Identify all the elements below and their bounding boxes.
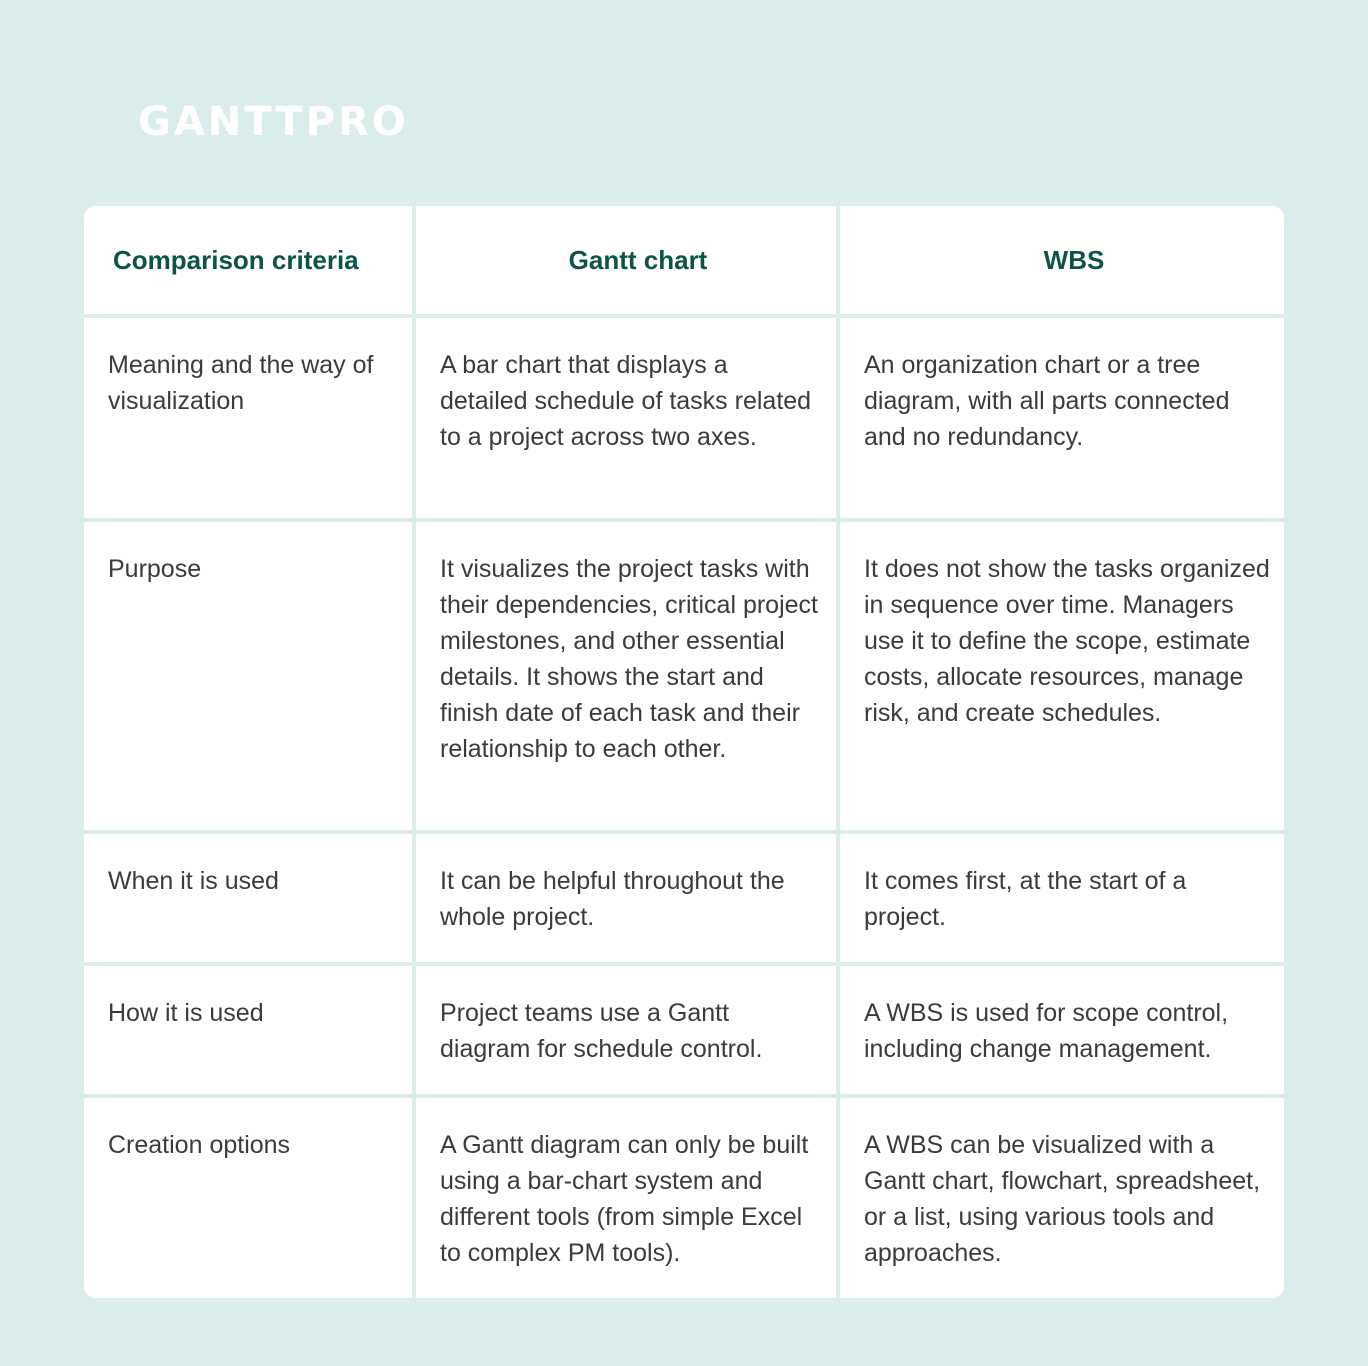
row-criteria: Creation options xyxy=(84,1098,412,1298)
row-criteria: How it is used xyxy=(84,966,412,1094)
row-wbs: It comes first, at the start of a project. xyxy=(840,834,1284,962)
row-criteria: When it is used xyxy=(84,834,412,962)
header-comparison-criteria: Comparison criteria xyxy=(84,206,412,314)
row-gantt: It visualizes the project tasks with their dependencies, critical project milestones, and other essential details. It shows the start and finish date of each task and their relationship to each other. xyxy=(416,522,836,830)
row-gantt: A bar chart that displays a detailed schedule of tasks related to a project across two axes. xyxy=(416,318,836,518)
row-wbs: A WBS is used for scope control, including change management. xyxy=(840,966,1284,1094)
row-criteria: Purpose xyxy=(84,522,412,830)
header-wbs: WBS xyxy=(840,206,1284,314)
row-criteria: Meaning and the way of visualization xyxy=(84,318,412,518)
row-gantt: It can be helpful throughout the whole project. xyxy=(416,834,836,962)
comparison-table xyxy=(84,206,1284,1298)
row-wbs: It does not show the tasks organized in sequence over time. Managers use it to define the scope, estimate costs, allocate resources, manage risk, and create schedules. xyxy=(840,522,1284,830)
row-gantt: Project teams use a Gantt diagram for schedule control. xyxy=(416,966,836,1094)
row-gantt: A Gantt diagram can only be built using a bar-chart system and different tools (from simple Excel to complex PM tools). xyxy=(416,1098,836,1298)
row-wbs: A WBS can be visualized with a Gantt chart, flowchart, spreadsheet, or a list, using various tools and approaches. xyxy=(840,1098,1284,1298)
row-wbs: An organization chart or a tree diagram, with all parts connected and no redundancy. xyxy=(840,318,1284,518)
ganttpro-logo: GANTTPRO xyxy=(138,99,409,145)
header-gantt-chart: Gantt chart xyxy=(416,206,836,314)
